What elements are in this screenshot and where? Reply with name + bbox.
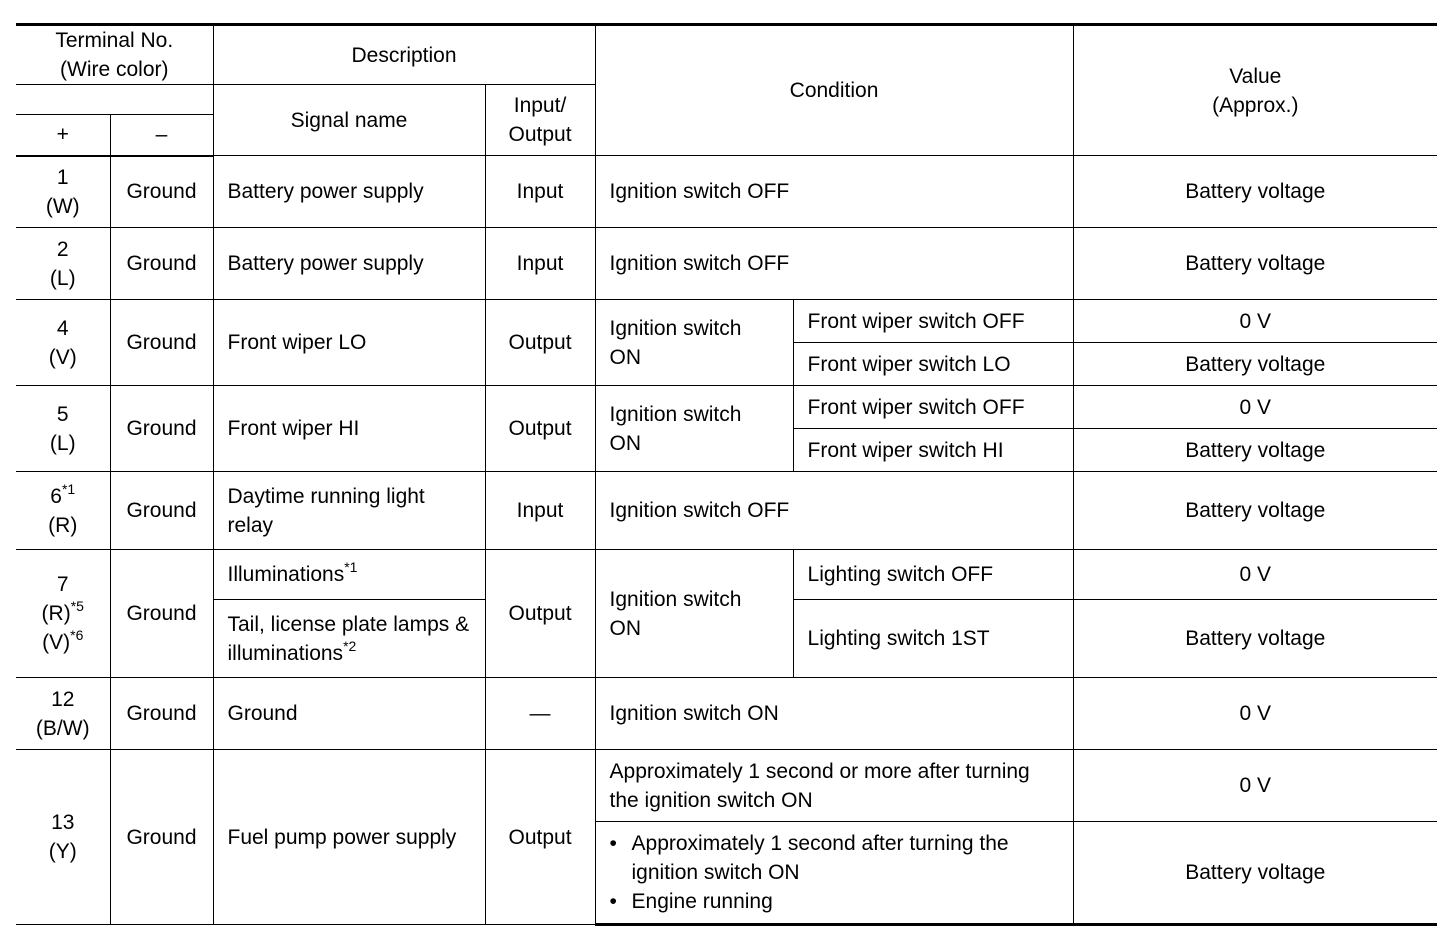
value-cell: 0 V bbox=[1073, 386, 1437, 429]
ground-cell: Ground bbox=[110, 678, 213, 750]
terminal-cell: 4 (V) bbox=[16, 300, 110, 386]
condition-bullet-list bbox=[610, 829, 1059, 916]
signal-cell: Front wiper HI bbox=[213, 386, 485, 472]
table-row bbox=[16, 156, 1437, 228]
io-cell: Output bbox=[485, 386, 595, 472]
sub-condition-cell: Front wiper switch OFF bbox=[793, 386, 1073, 429]
condition-cell bbox=[595, 822, 1073, 925]
signal-cell: Tail, license plate lamps & illuminations$^{*2}$ bbox=[213, 600, 485, 678]
value-cell: 0 V bbox=[1073, 750, 1437, 822]
terminal-cell: 7 $(R)^{*5}$ $(V)^{*6}$ bbox=[16, 550, 110, 678]
terminal-no-header-cont bbox=[16, 85, 213, 115]
table-row bbox=[16, 228, 1437, 300]
value-cell: 0 V bbox=[1073, 300, 1437, 343]
value-cell: Battery voltage bbox=[1073, 600, 1437, 678]
ground-cell: Ground bbox=[110, 156, 213, 228]
table-row bbox=[16, 300, 1437, 343]
sub-condition-cell: Front wiper switch HI bbox=[793, 429, 1073, 472]
signal-cell: Ground bbox=[213, 678, 485, 750]
sub-condition-cell: Lighting switch 1ST bbox=[793, 600, 1073, 678]
condition-cell: Ignition switch ON bbox=[595, 386, 793, 472]
io-cell: Output bbox=[485, 750, 595, 925]
table-row bbox=[16, 750, 1437, 822]
condition-cell: Approximately 1 second or more after turning the ignition switch ON bbox=[595, 750, 1073, 822]
description-header: Description bbox=[213, 25, 595, 85]
ground-cell: Ground bbox=[110, 472, 213, 550]
terminal-no-header: Terminal No. (Wire color) bbox=[16, 25, 213, 85]
condition-cell: Ignition switch ON bbox=[595, 678, 1073, 750]
ground-cell: Ground bbox=[110, 386, 213, 472]
terminal-cell: 1 (W) bbox=[16, 156, 110, 228]
table-row bbox=[16, 678, 1437, 750]
condition-cell: Ignition switch OFF bbox=[595, 228, 1073, 300]
list-item: • Approximately 1 second after turning the ignition switch ON bbox=[632, 829, 1059, 887]
sub-condition-cell: Lighting switch OFF bbox=[793, 550, 1073, 600]
plus-header: + bbox=[16, 115, 110, 156]
table-row bbox=[16, 386, 1437, 429]
table-row bbox=[16, 550, 1437, 600]
sub-condition-cell: Front wiper switch OFF bbox=[793, 300, 1073, 343]
table-row bbox=[16, 472, 1437, 550]
value-cell: Battery voltage bbox=[1073, 429, 1437, 472]
minus-header: – bbox=[110, 115, 213, 156]
io-cell: Output bbox=[485, 550, 595, 678]
terminal-cell: 13 (Y) bbox=[16, 750, 110, 925]
terminal-cell: 12 (B/W) bbox=[16, 678, 110, 750]
ground-cell: Ground bbox=[110, 228, 213, 300]
io-cell: — bbox=[485, 678, 595, 750]
signal-cell: Battery power supply bbox=[213, 156, 485, 228]
ground-cell: Ground bbox=[110, 550, 213, 678]
condition-cell: Ignition switch ON bbox=[595, 550, 793, 678]
condition-cell: Ignition switch OFF bbox=[595, 156, 1073, 228]
signal-cell: Front wiper LO bbox=[213, 300, 485, 386]
value-cell: Battery voltage bbox=[1073, 472, 1437, 550]
io-cell: Input bbox=[485, 472, 595, 550]
terminal-cell: 5 (L) bbox=[16, 386, 110, 472]
list-item: • Engine running bbox=[632, 887, 1059, 916]
terminal-cell: 2 (L) bbox=[16, 228, 110, 300]
signal-name-header: Signal name bbox=[213, 85, 485, 156]
value-cell: 0 V bbox=[1073, 550, 1437, 600]
value-cell: Battery voltage bbox=[1073, 228, 1437, 300]
io-cell: Input bbox=[485, 228, 595, 300]
input-output-header: Input/ Output bbox=[485, 85, 595, 156]
condition-header: Condition bbox=[595, 25, 1073, 156]
ground-cell: Ground bbox=[110, 300, 213, 386]
value-header: Value (Approx.) bbox=[1073, 25, 1437, 156]
ground-cell: Ground bbox=[110, 750, 213, 925]
terminal-cell: 6$^{*1}$ (R) bbox=[16, 472, 110, 550]
sub-condition-cell: Front wiper switch LO bbox=[793, 343, 1073, 386]
signal-cell: Illuminations$^{*1}$ bbox=[213, 550, 485, 600]
io-cell: Input bbox=[485, 156, 595, 228]
condition-cell: Ignition switch ON bbox=[595, 300, 793, 386]
signal-cell: Daytime running light relay bbox=[213, 472, 485, 550]
value-cell: Battery voltage bbox=[1073, 822, 1437, 925]
value-cell: 0 V bbox=[1073, 678, 1437, 750]
condition-cell: Ignition switch OFF bbox=[595, 472, 1073, 550]
terminal-spec-table bbox=[16, 23, 1437, 926]
signal-cell: Fuel pump power supply bbox=[213, 750, 485, 925]
io-cell: Output bbox=[485, 300, 595, 386]
value-cell: Battery voltage bbox=[1073, 156, 1437, 228]
value-cell: Battery voltage bbox=[1073, 343, 1437, 386]
signal-cell: Battery power supply bbox=[213, 228, 485, 300]
